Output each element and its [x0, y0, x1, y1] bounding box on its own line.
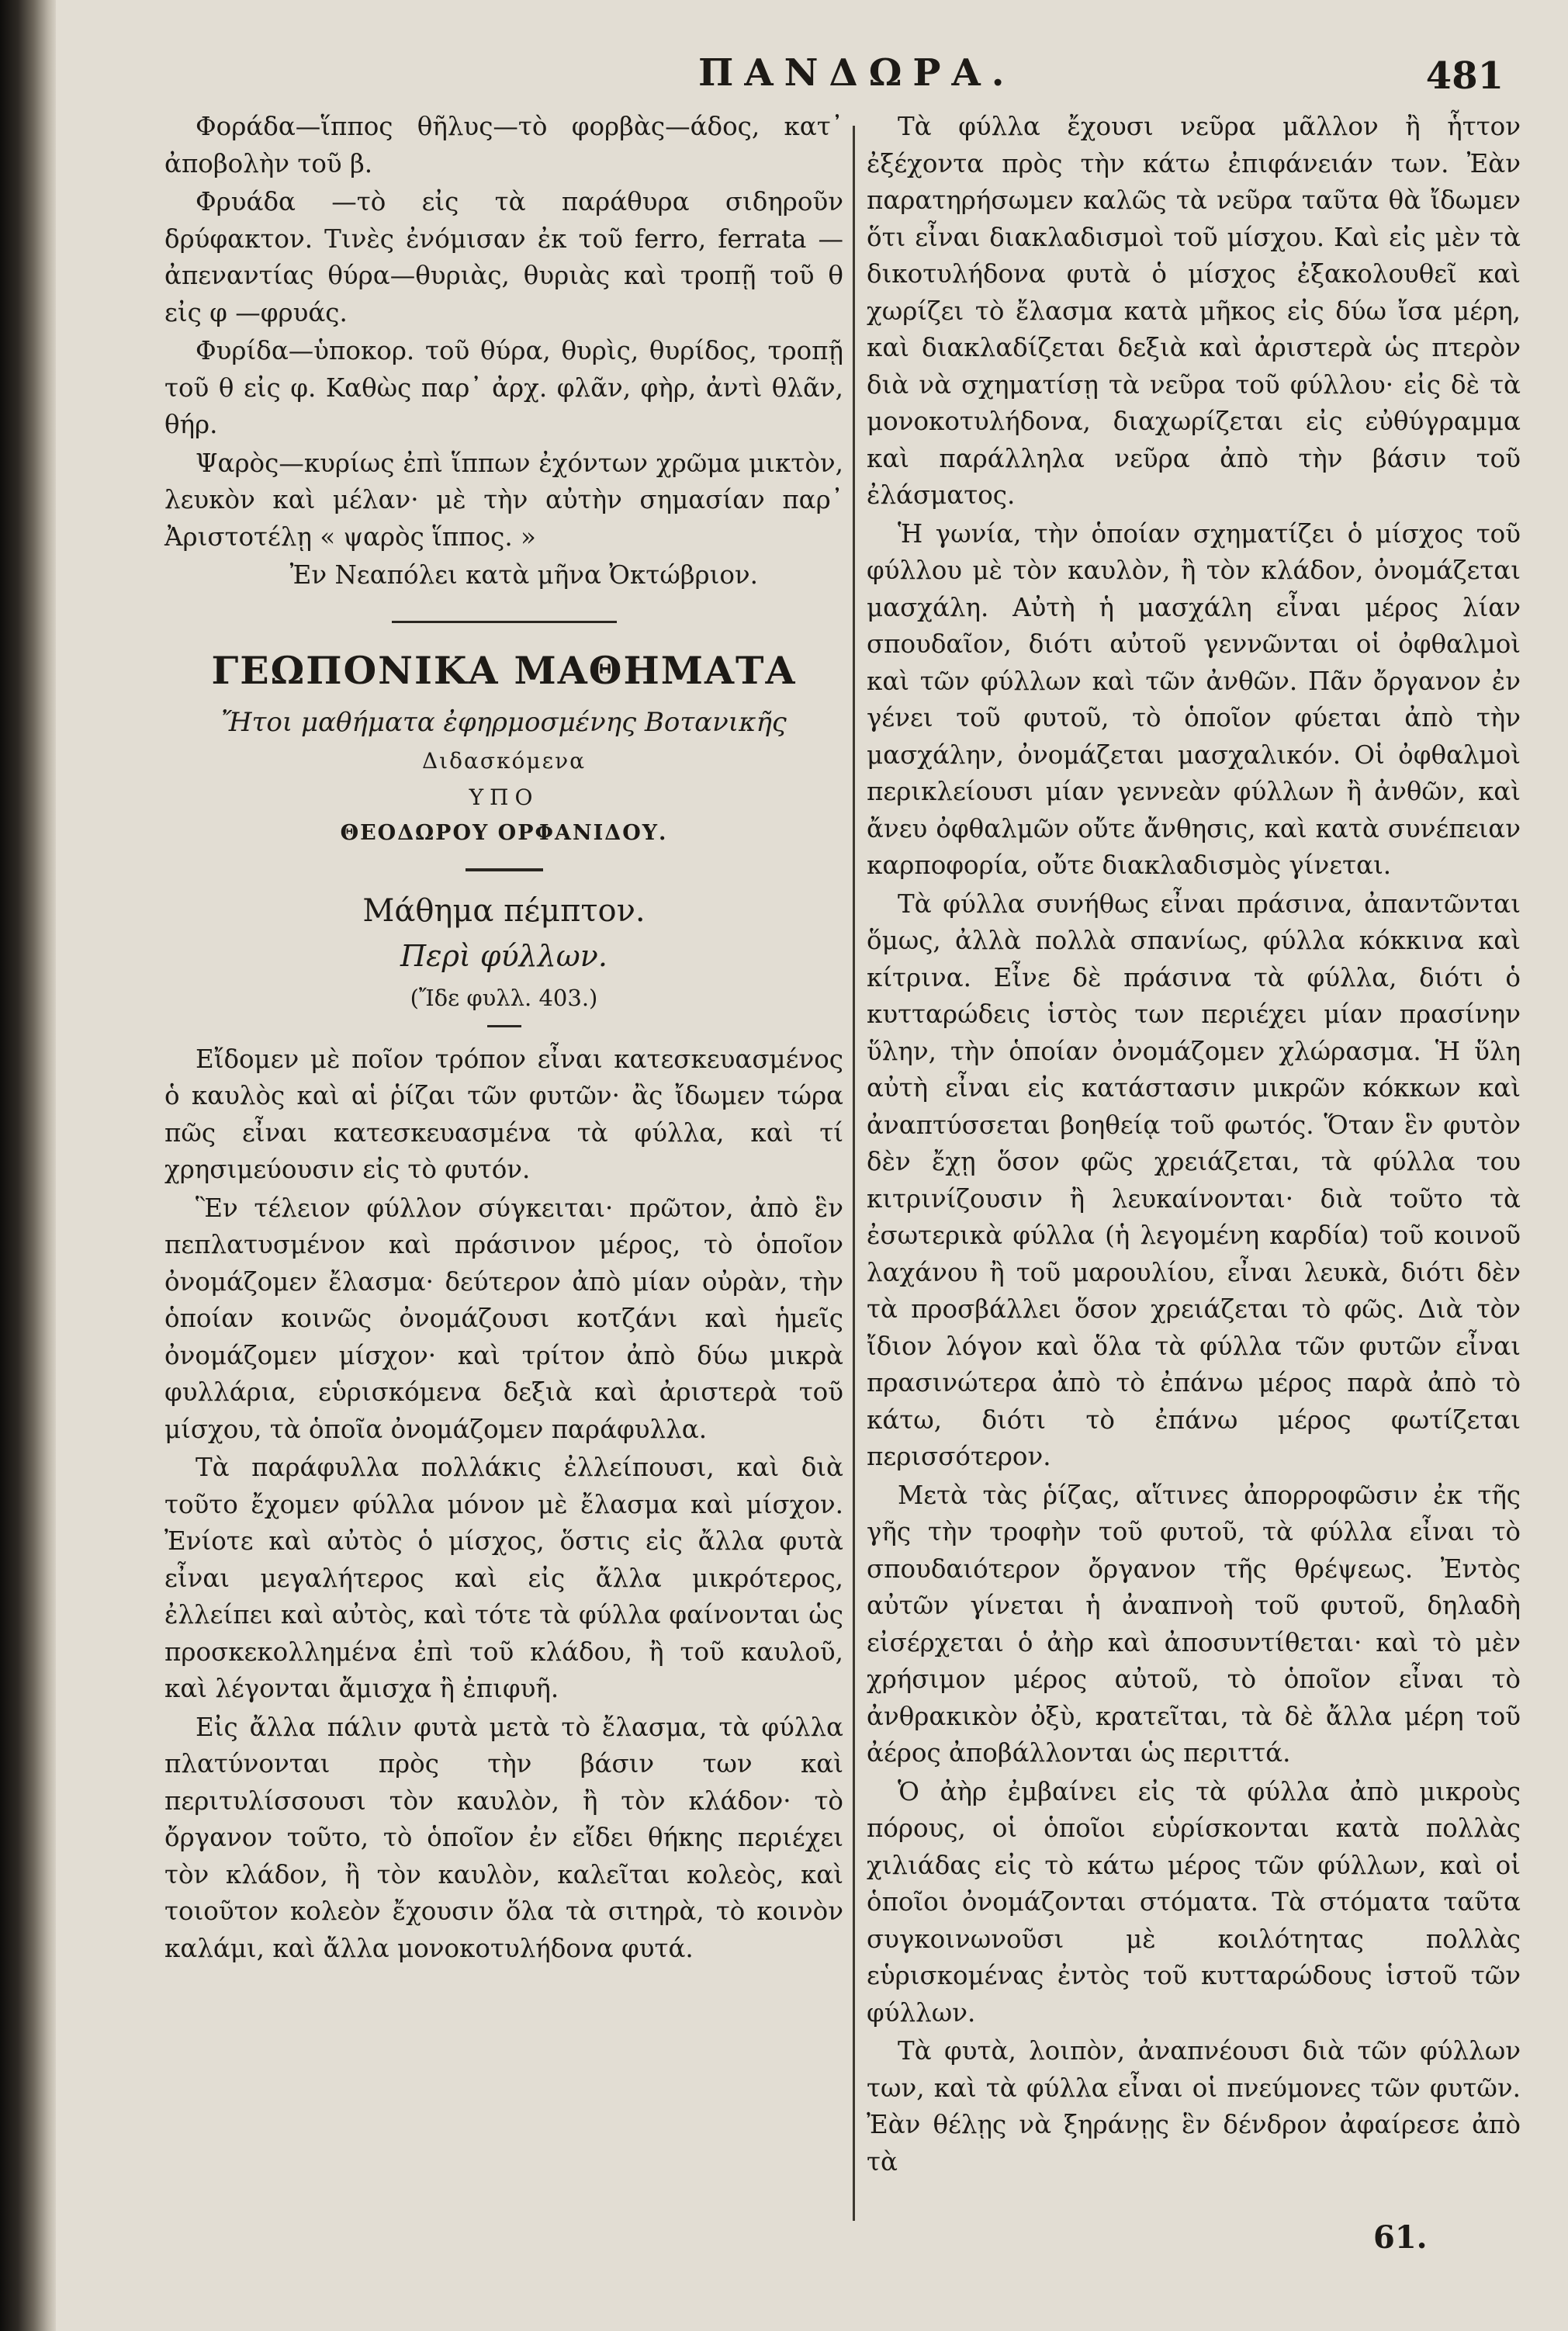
signature-number: 61. [1373, 2219, 1428, 2256]
body-paragraph: Τὰ παράφυλλα πολλάκις ἐλλείπουσι, καὶ διὰ τοῦτο ἔχομεν φύλλα μόνον μὲ ἔλασμα καὶ μίσχον. Ἐνίοτε καὶ αὐτὸς ὁ μίσχος, ὅστις εἰς ἄλλα φυτὰ εἶναι μεγαλήτερος καὶ εἰς ἄλλα μικρότερος, ἐλλείπει καὶ αὐτὸς, καὶ τότε τὰ φύλλα φαίνονται ὡς προσκεκολλημένα ἐπὶ τοῦ κλάδου, ἢ τοῦ καυλοῦ, καὶ λέγονται ἄμισχα ἢ ἐπιφυῆ. [164, 1453, 843, 1703]
page-header [0, 0, 1568, 109]
ornament-rule [466, 868, 543, 871]
body-paragraph: Τὰ φύλλα ἔχουσι νεῦρα μᾶλλον ἢ ἧττον ἐξέχοντα πρὸς τὴν κάτω ἐπιφάνειάν των. Ἐὰν παρατηρήσωμεν καλῶς τὰ νεῦρα ταῦτα θὰ ἴδωμεν ὅτι εἶναι διακλαδισμοὶ τοῦ μίσχου. Καὶ εἰς μὲν τὰ δικοτυλήδονα φυτὰ ὁ μίσχος ἐξακολουθεῖ καὶ χωρίζει τὸ ἔλασμα κατὰ μῆκος εἰς δύω ἴσα μέρη, καὶ διακλαδίζεται δεξιὰ καὶ ἀριστερὰ ὡς πτερὸν διὰ νὰ σχηματίσῃ τὰ νεῦρα τοῦ φύλλου· εἰς δὲ τὰ μονοκοτυλήδονα, διαχωρίζεται εἰς εὐθύγραμμα καὶ παράλληλα νεῦρα ἀπὸ τὴν βάσιν τοῦ ἐλάσματος. [867, 112, 1521, 510]
reference-note: (Ἴδε φυλλ. 403.) [410, 984, 598, 1011]
dateline: Ἐν Νεαπόλει κατὰ μῆνα Ὀκτώβριον. [289, 560, 758, 590]
author-name: ΘΕΟΔΩΡΟΥ ΟΡΦΑΝΙΔΟΥ. [340, 820, 668, 845]
body-paragraph: Ὁ ἀὴρ ἐμβαίνει εἰς τὰ φύλλα ἀπὸ μικροὺς πόρους, οἱ ὁποῖοι εὑρίσκονται κατὰ πολλὰς χιλιάδας εἰς τὸ κάτω μέρος τῶν φύλλων, καὶ οἱ ὁποῖοι ὀνομάζονται στόματα. Τὰ στόματα ταῦτα συγκοινωνοῦσι μὲ κοιλότητας πολλὰς εὑρισκομένας ἐντὸς τοῦ κυτταρώδους ἱστοῦ τῶν φύλλων. [867, 1776, 1521, 2028]
running-title: ΠΑΝΔΩΡΑ. [698, 51, 1016, 95]
glossary-entry: Φρυάδα —τὸ εἰς τὰ παράθυρα σιδηροῦν δρύφακτον. Τινὲς ἐνόμισαν ἐκ τοῦ ferro, ferrata —ἀπεναντίας θύρα—θυριὰς, θυριὰς καὶ τροπῇ τοῦ θ εἰς φ —φρυάς. [164, 187, 843, 327]
taught-label: Διδασκόμενα [421, 747, 587, 774]
scan-binding-edge [0, 0, 56, 2331]
glossary-entry: Φυρίδα—ὑποκορ. τοῦ θύρα, θυρὶς, θυρίδος, τροπῇ τοῦ θ εἰς φ. Καθὼς παρ᾽ ἀρχ. φλᾶν, φὴρ, ἀντὶ θλᾶν, θήρ. [164, 336, 843, 439]
body-paragraph: Εἴδομεν μὲ ποῖον τρόπον εἶναι κατεσκευασμένος ὁ καυλὸς καὶ αἱ ῥίζαι τῶν φυτῶν· ἂς ἴδωμεν τώρα πῶς εἶναι κατεσκευασμένα τὰ φύλλα, καὶ τί χρησιμεύουσιν εἰς τὸ φυτόν. [164, 1044, 843, 1184]
article-title: ΓΕΩΠΟΝΙΚΑ ΜΑΘΗΜΑΤΑ [211, 647, 797, 693]
page-number: 481 [1425, 54, 1504, 98]
body-paragraph: Ἡ γωνία, τὴν ὁποίαν σχηματίζει ὁ μίσχος τοῦ φύλλου μὲ τὸν καυλὸν, ἢ τὸν κλάδον, ὀνομάζεται μασχάλη. Αὐτὴ ἡ μασχάλη εἶναι μέρος λίαν σπουδαῖον, διότι αὐτοῦ γεννῶνται οἱ ὀφθαλμοὶ καὶ τῶν φύλλων καὶ τῶν ἀνθῶν. Πᾶν ὄργανον ἐν γένει τοῦ φυτοῦ, τὸ ὁποῖον φύεται ἀπὸ τὴν μασχάλην, ὀνομάζεται μασχαλικόν. Οἱ ὀφθαλμοὶ περικλείουσι μίαν γεννεὰν φύλλων ἢ ἀνθῶν, καὶ ἄνευ ὀφθαλμῶν οὔτε ἄνθησις, καὶ κατὰ συνέπειαν καρποφορία, οὔτε διακλαδισμὸς γίνεται. [867, 518, 1521, 880]
glossary-entry: Φοράδα—ἵππος θῆλυς—τὸ φορβὰς—άδος, κατ᾽ ἀποβολὴν τοῦ β. [164, 112, 843, 178]
body-paragraph: Τὰ φυτὰ, λοιπὸν, ἀναπνέουσι διὰ τῶν φύλλων των, καὶ τὰ φύλλα εἶναι οἱ πνεύμονες τῶν φυτῶν. Ἐὰν θέλῃς νὰ ξηράνῃς ἓν δένδρον ἀφαίρεσε ἀπὸ τὰ [867, 2036, 1521, 2177]
body-paragraph: Ἓν τέλειον φύλλον σύγκειται· πρῶτον, ἀπὸ ἓν πεπλατυσμένον καὶ πράσινον μέρος, τὸ ὁποῖον ὀνομάζομεν ἔλασμα· δεύτερον ἀπὸ μίαν οὐρὰν, τὴν ὁποίαν κοινῶς ὀνομάζουσι κοτζάνι καὶ ἡμεῖς ὀνομάζομεν μίσχον· καὶ τρίτον ἀπὸ δύω μικρὰ φυλλάρια, εὑρισκόμενα δεξιὰ καὶ ἀριστερὰ τοῦ μίσχου, τὰ ὁποῖα ὀνομάζομεν παράφυλλα. [164, 1193, 843, 1444]
lesson-subtitle: Περὶ φύλλων. [400, 938, 607, 973]
left-column [164, 109, 843, 2250]
body-paragraph: Τὰ φύλλα συνήθως εἶναι πράσινα, ἀπαντῶνται ὅμως, ἀλλὰ πολλὰ σπανίως, φύλλα κόκκινα καὶ κίτρινα. Εἶνε δὲ πράσινα τὰ φύλλα, διότι ὁ κυτταρώδεις ἱστὸς των περιέχει μίαν πρασίνην ὕλην, τὴν ὁποίαν ὀνομάζομεν χλώρασμα. Ἡ ὕλη αὐτὴ εἶναι εἰς κατάστασιν μικρῶν κόκκων καὶ ἀναπτύσσεται βοηθείᾳ τοῦ φωτός. Ὅταν ἓν φυτὸν δὲν ἔχῃ ὅσον φῶς χρειάζεται, τὰ φύλλα του κιτρινίζουσιν ἢ λευκαίνονται· διὰ τοῦτο τὰ ἐσωτερικὰ φύλλα (ἡ λεγομένη καρδία) τοῦ κοινοῦ λαχάνου ἢ τοῦ μαρουλίου, εἶναι λευκὰ, διότι δὲν τὰ προσβάλλει ὅσον χρειάζεται τὸ φῶς. Διὰ τὸν ἴδιον λόγον καὶ ὅλα τὰ φύλλα τῶν φυτῶν εἶναι πρασινώτερα ἀπὸ τὸ ἐπάνω μέρος παρὰ ἀπὸ τὸ κάτω, διότι τὸ ἐπάνω μέρος φωτίζεται περισσότερον. [867, 888, 1521, 1471]
tiny-rule [487, 1025, 521, 1027]
by-label: ΥΠΟ [469, 784, 539, 810]
body-paragraph: Εἰς ἄλλα πάλιν φυτὰ μετὰ τὸ ἔλασμα, τὰ φύλλα πλατύνονται πρὸς τὴν βάσιν των καὶ περιτυλίσσουσι τὸν καυλὸν, ἢ τὸν κλάδον· τὸ ὄργανον τοῦτο, τὸ ὁποῖον ἐν εἴδει θήκης περιέχει τὸν κλάδον, ἢ τὸν καυλὸν, καλεῖται κολεὸς, καὶ τοιοῦτον κολεὸν ἔχουσιν ὅλα τὰ σιτηρὰ, τὸ κοινὸν καλάμι, καὶ ἄλλα μονοκοτυλήδονα φυτά. [164, 1712, 843, 1963]
lesson-title: Μάθημα πέμπτον. [362, 892, 646, 929]
column-divider [853, 126, 855, 2221]
right-column [867, 109, 1521, 2250]
body-paragraph: Μετὰ τὰς ῥίζας, αἵτινες ἀπορροφῶσιν ἐκ τῆς γῆς τὴν τροφὴν τοῦ φυτοῦ, τὰ φύλλα εἶναι τὸ σπουδαιότερον ὄργανον τῆς θρέψεως. Ἐντὸς αὐτῶν γίνεται ἡ ἀναπνοὴ τοῦ φυτοῦ, δηλαδὴ εἰσέρχεται ὁ ἀὴρ καὶ ἀποσυντίθεται· καὶ τὸ μὲν χρήσιμον μέρος αὐτοῦ, τὸ ὁποῖον εἶναι τὸ ἀνθρακικὸν ὀξὺ, κρατεῖται, τὰ δὲ ἄλλα μέρη τοῦ ἀέρος ἀποβάλλονται ὡς περιττά. [867, 1480, 1521, 1768]
section-separator [392, 621, 617, 623]
article-subtitle: Ἤτοι μαθήματα ἐφηρμοσμένης Βοτανικῆς [221, 706, 787, 738]
glossary-entry: Ψαρὸς—κυρίως ἐπὶ ἵππων ἐχόντων χρῶμα μικτὸν, λευκὸν καὶ μέλαν· μὲ τὴν αὐτὴν σημασίαν παρ᾽ Ἀριστοτέλῃ « ψαρὸς ἵππος. » [164, 448, 843, 552]
